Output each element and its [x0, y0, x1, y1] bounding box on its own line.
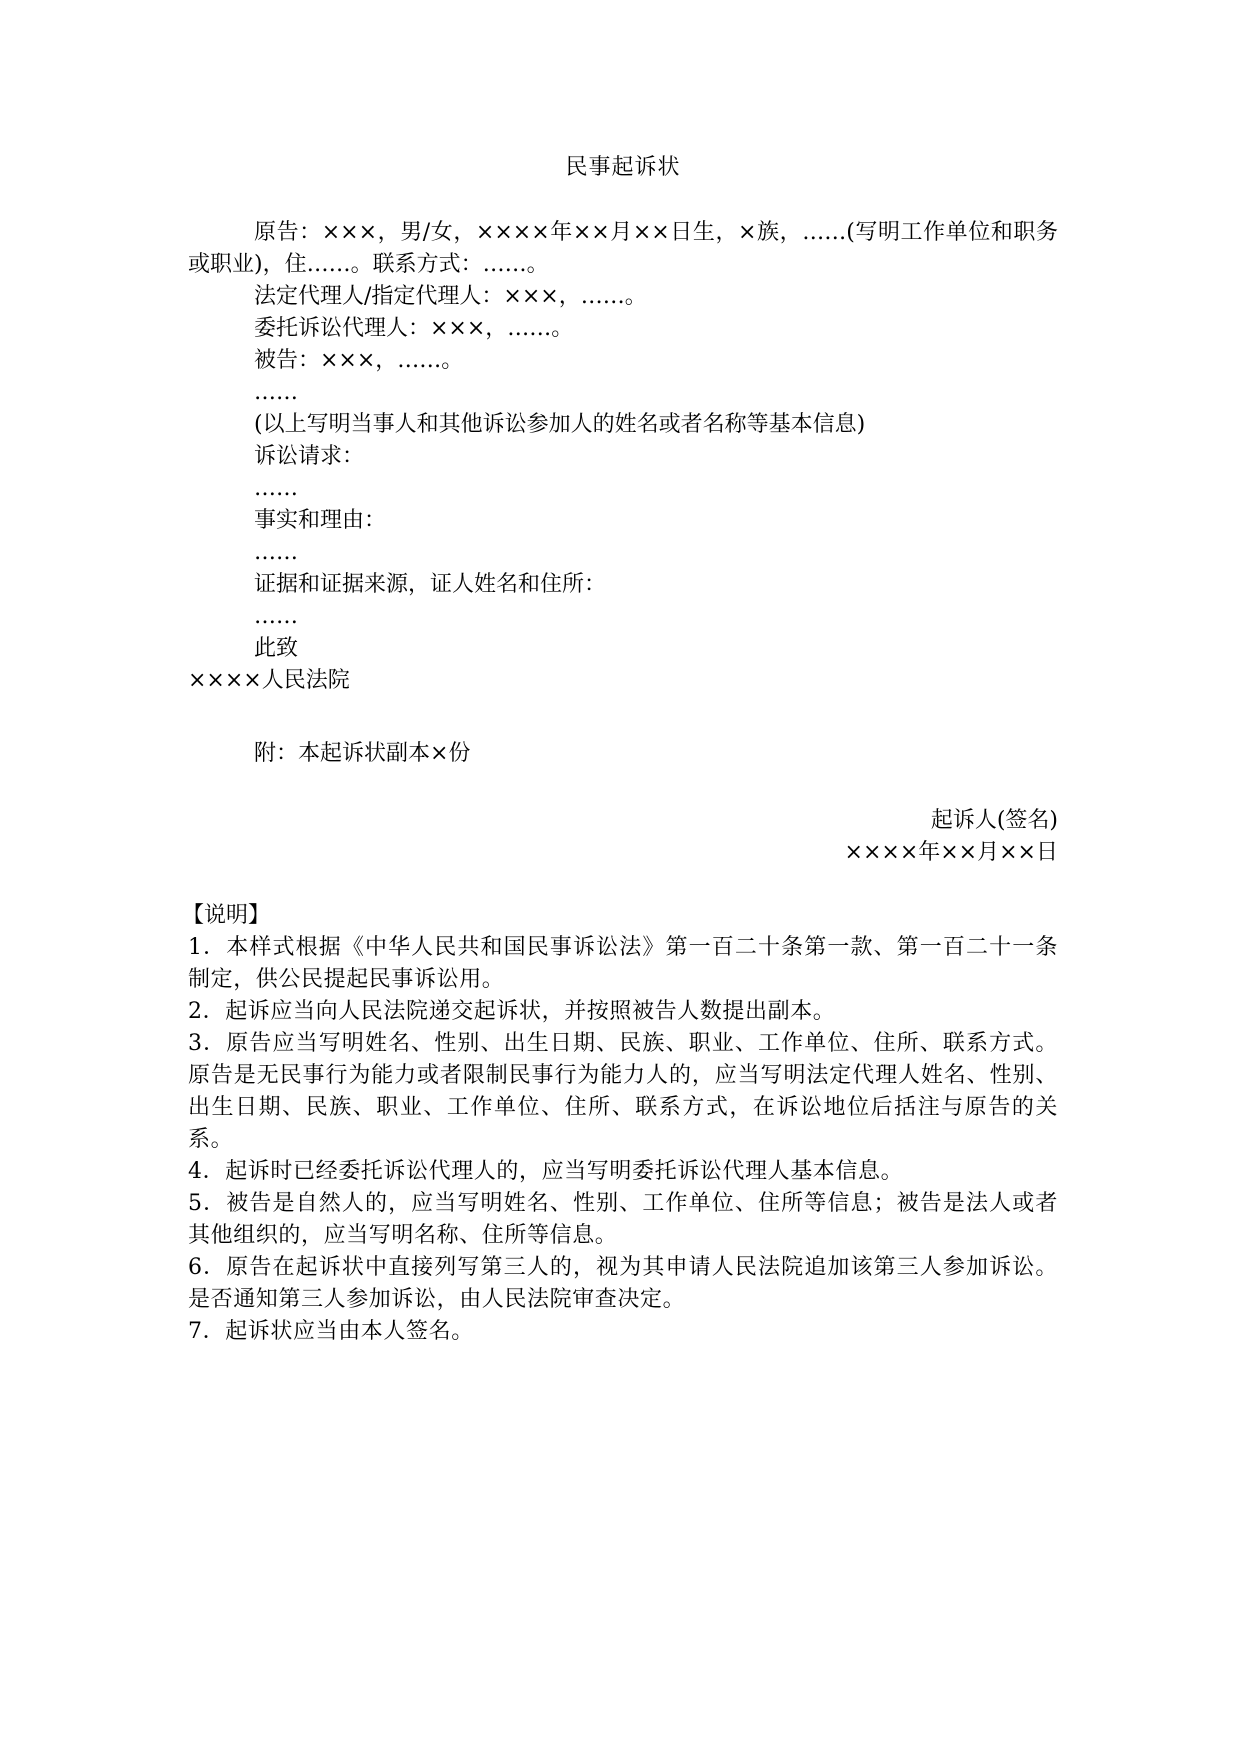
- entrusted-agent-line: 委托诉讼代理人：×××，……。: [254, 316, 574, 341]
- evidence-content: ……: [254, 604, 298, 629]
- defendant-line: 被告：×××，……。: [254, 348, 464, 373]
- parties-note: (以上写明当事人和其他诉讼参加人的姓名或者名称等基本信息): [254, 412, 866, 437]
- note-item-3: 3．原告应当写明姓名、性别、出生日期、民族、职业、工作单位、住所、联系方式。原告是无民事行为能力或者限制民事行为能力人的，应当写明法定代理人姓名、性别、出生日期、民族、职业、工作单位、住所、联系方式，在诉讼地位后括注与原告的关系。: [188, 1031, 1058, 1152]
- facts-content: ……: [254, 540, 298, 565]
- evidence-heading: 证据和证据来源，证人姓名和住所：: [254, 572, 607, 597]
- legal-agent-line: 法定代理人/指定代理人：×××，……。: [254, 284, 647, 309]
- signature-section: [188, 805, 1058, 869]
- notes-heading: 【说明】: [182, 903, 271, 928]
- note-item-1: 1．本样式根据《中华人民共和国民事诉讼法》第一百二十条第一款、第一百二十一条制定，供公民提起民事诉讼用。: [188, 935, 1058, 992]
- claims-heading: 诉讼请求：: [254, 444, 365, 469]
- document-title: 民事起诉状: [565, 155, 681, 180]
- parties-ellipsis: ……: [254, 380, 298, 405]
- court-name: ××××人民法院: [188, 668, 350, 693]
- note-item-6: 6．原告在起诉状中直接列写第三人的，视为其申请人民法院追加该第三人参加诉讼。是否通知第三人参加诉讼，由人民法院审查决定。: [188, 1255, 1058, 1312]
- note-item-4: 4．起诉时已经委托诉讼代理人的，应当写明委托诉讼代理人基本信息。: [188, 1159, 904, 1184]
- note-item-2: 2．起诉应当向人民法院递交起诉状，并按照被告人数提出副本。: [188, 999, 836, 1024]
- attachment-section: [188, 738, 1058, 770]
- plaintiff-line: 原告：×××，男/女，××××年××月××日生，×族，……(写明工作单位和职务或职业)，住……。联系方式：……。: [188, 220, 1058, 277]
- salutation: 此致: [254, 636, 299, 661]
- claims-content: ……: [254, 476, 298, 501]
- facts-heading: 事实和理由：: [254, 508, 387, 533]
- signer-line: 起诉人(签名): [930, 808, 1058, 833]
- note-item-5: 5．被告是自然人的，应当写明姓名、性别、工作单位、住所等信息；被告是法人或者其他组织的，应当写明名称、住所等信息。: [188, 1191, 1058, 1248]
- notes-section: [182, 900, 1058, 1348]
- note-item-7: 7．起诉状应当由本人签名。: [188, 1319, 474, 1344]
- date-line: ××××年××月××日: [844, 840, 1058, 865]
- attachment-line: 附：本起诉状副本×份: [254, 741, 471, 766]
- parties-section: [188, 217, 1058, 697]
